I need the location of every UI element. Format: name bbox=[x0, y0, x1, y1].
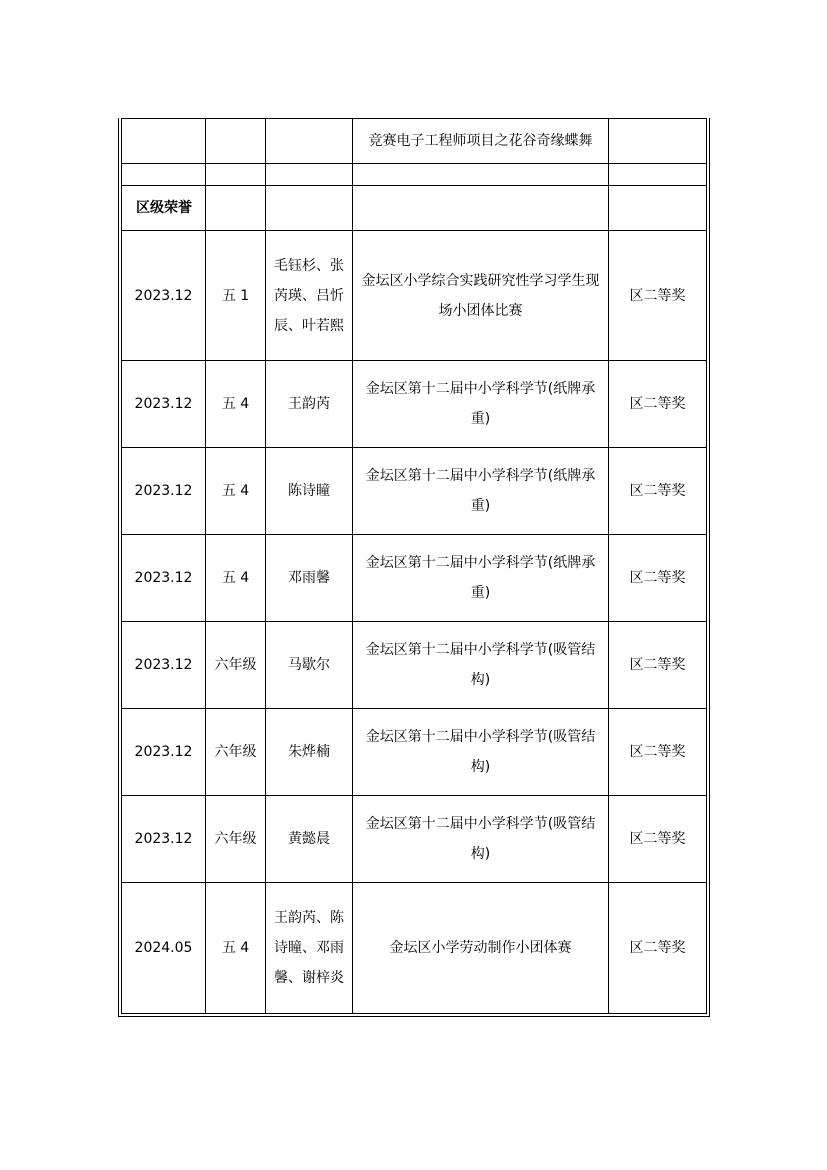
empty-cell bbox=[266, 164, 353, 186]
class-cell: 六年级 bbox=[206, 622, 266, 709]
award-cell: 区二等奖 bbox=[609, 796, 707, 883]
empty-cell bbox=[206, 186, 266, 231]
competition-cell: 金坛区小学综合实践研究性学习学生现场小团体比赛 bbox=[353, 231, 609, 361]
empty-cell bbox=[353, 164, 609, 186]
empty-cell bbox=[609, 164, 707, 186]
table-row bbox=[122, 622, 707, 709]
table-outer-left-border bbox=[118, 118, 119, 1017]
competition-cell: 金坛区第十二届中小学科学节(纸牌承重) bbox=[353, 361, 609, 448]
date-cell: 2023.12 bbox=[122, 231, 206, 361]
award-cell: 区二等奖 bbox=[609, 361, 707, 448]
names-cell: 朱烨楠 bbox=[266, 709, 353, 796]
date-cell: 2023.12 bbox=[122, 535, 206, 622]
table-row bbox=[122, 796, 707, 883]
names-cell: 王韵芮、陈诗瞳、邓雨馨、谢梓炎 bbox=[266, 883, 353, 1014]
names-cell: 邓雨馨 bbox=[266, 535, 353, 622]
names-cell: 黄懿晨 bbox=[266, 796, 353, 883]
empty-cell bbox=[122, 164, 206, 186]
competition-cell: 金坛区小学劳动制作小团体赛 bbox=[353, 883, 609, 1014]
class-cell: 六年级 bbox=[206, 709, 266, 796]
competition-cell: 金坛区第十二届中小学科学节(吸管结构) bbox=[353, 796, 609, 883]
table-outer-bottom-border bbox=[118, 1016, 710, 1017]
section-header-row bbox=[122, 186, 707, 231]
table-outer-right-border bbox=[709, 118, 710, 1017]
competition-cell: 金坛区第十二届中小学科学节(吸管结构) bbox=[353, 622, 609, 709]
empty-cell bbox=[609, 186, 707, 231]
award-cell: 区二等奖 bbox=[609, 535, 707, 622]
awards-table bbox=[121, 118, 707, 1014]
date-cell: 2023.12 bbox=[122, 622, 206, 709]
date-cell: 2023.12 bbox=[122, 448, 206, 535]
empty-cell bbox=[609, 119, 707, 164]
award-cell: 区二等奖 bbox=[609, 622, 707, 709]
date-cell: 2024.05 bbox=[122, 883, 206, 1014]
table-row bbox=[122, 535, 707, 622]
competition-cell: 金坛区第十二届中小学科学节(纸牌承重) bbox=[353, 448, 609, 535]
empty-cell bbox=[122, 119, 206, 164]
table-row bbox=[122, 231, 707, 361]
empty-cell bbox=[266, 119, 353, 164]
table-row bbox=[122, 883, 707, 1014]
empty-cell bbox=[353, 186, 609, 231]
names-cell: 马歇尔 bbox=[266, 622, 353, 709]
class-cell: 五 4 bbox=[206, 448, 266, 535]
award-cell: 区二等奖 bbox=[609, 448, 707, 535]
empty-cell bbox=[266, 186, 353, 231]
class-cell: 五 4 bbox=[206, 883, 266, 1014]
table-row bbox=[122, 361, 707, 448]
competition-cell: 金坛区第十二届中小学科学节(纸牌承重) bbox=[353, 535, 609, 622]
award-cell: 区二等奖 bbox=[609, 709, 707, 796]
names-cell: 陈诗瞳 bbox=[266, 448, 353, 535]
names-cell: 毛钰杉、张芮瑛、吕忻辰、叶若熙 bbox=[266, 231, 353, 361]
class-cell: 六年级 bbox=[206, 796, 266, 883]
empty-cell bbox=[206, 119, 266, 164]
names-cell: 王韵芮 bbox=[266, 361, 353, 448]
table-row-blank bbox=[122, 164, 707, 186]
table-row bbox=[122, 709, 707, 796]
empty-cell bbox=[206, 164, 266, 186]
class-cell: 五 4 bbox=[206, 535, 266, 622]
award-cell: 区二等奖 bbox=[609, 883, 707, 1014]
class-cell: 五 1 bbox=[206, 231, 266, 361]
date-cell: 2023.12 bbox=[122, 709, 206, 796]
class-cell: 五 4 bbox=[206, 361, 266, 448]
date-cell: 2023.12 bbox=[122, 361, 206, 448]
award-cell: 区二等奖 bbox=[609, 231, 707, 361]
table-row-continued bbox=[122, 119, 707, 164]
table-row bbox=[122, 448, 707, 535]
competition-cell: 竞赛电子工程师项目之花谷奇缘蝶舞 bbox=[353, 119, 609, 164]
date-cell: 2023.12 bbox=[122, 796, 206, 883]
section-label: 区级荣誉 bbox=[122, 186, 206, 231]
competition-cell: 金坛区第十二届中小学科学节(吸管结构) bbox=[353, 709, 609, 796]
